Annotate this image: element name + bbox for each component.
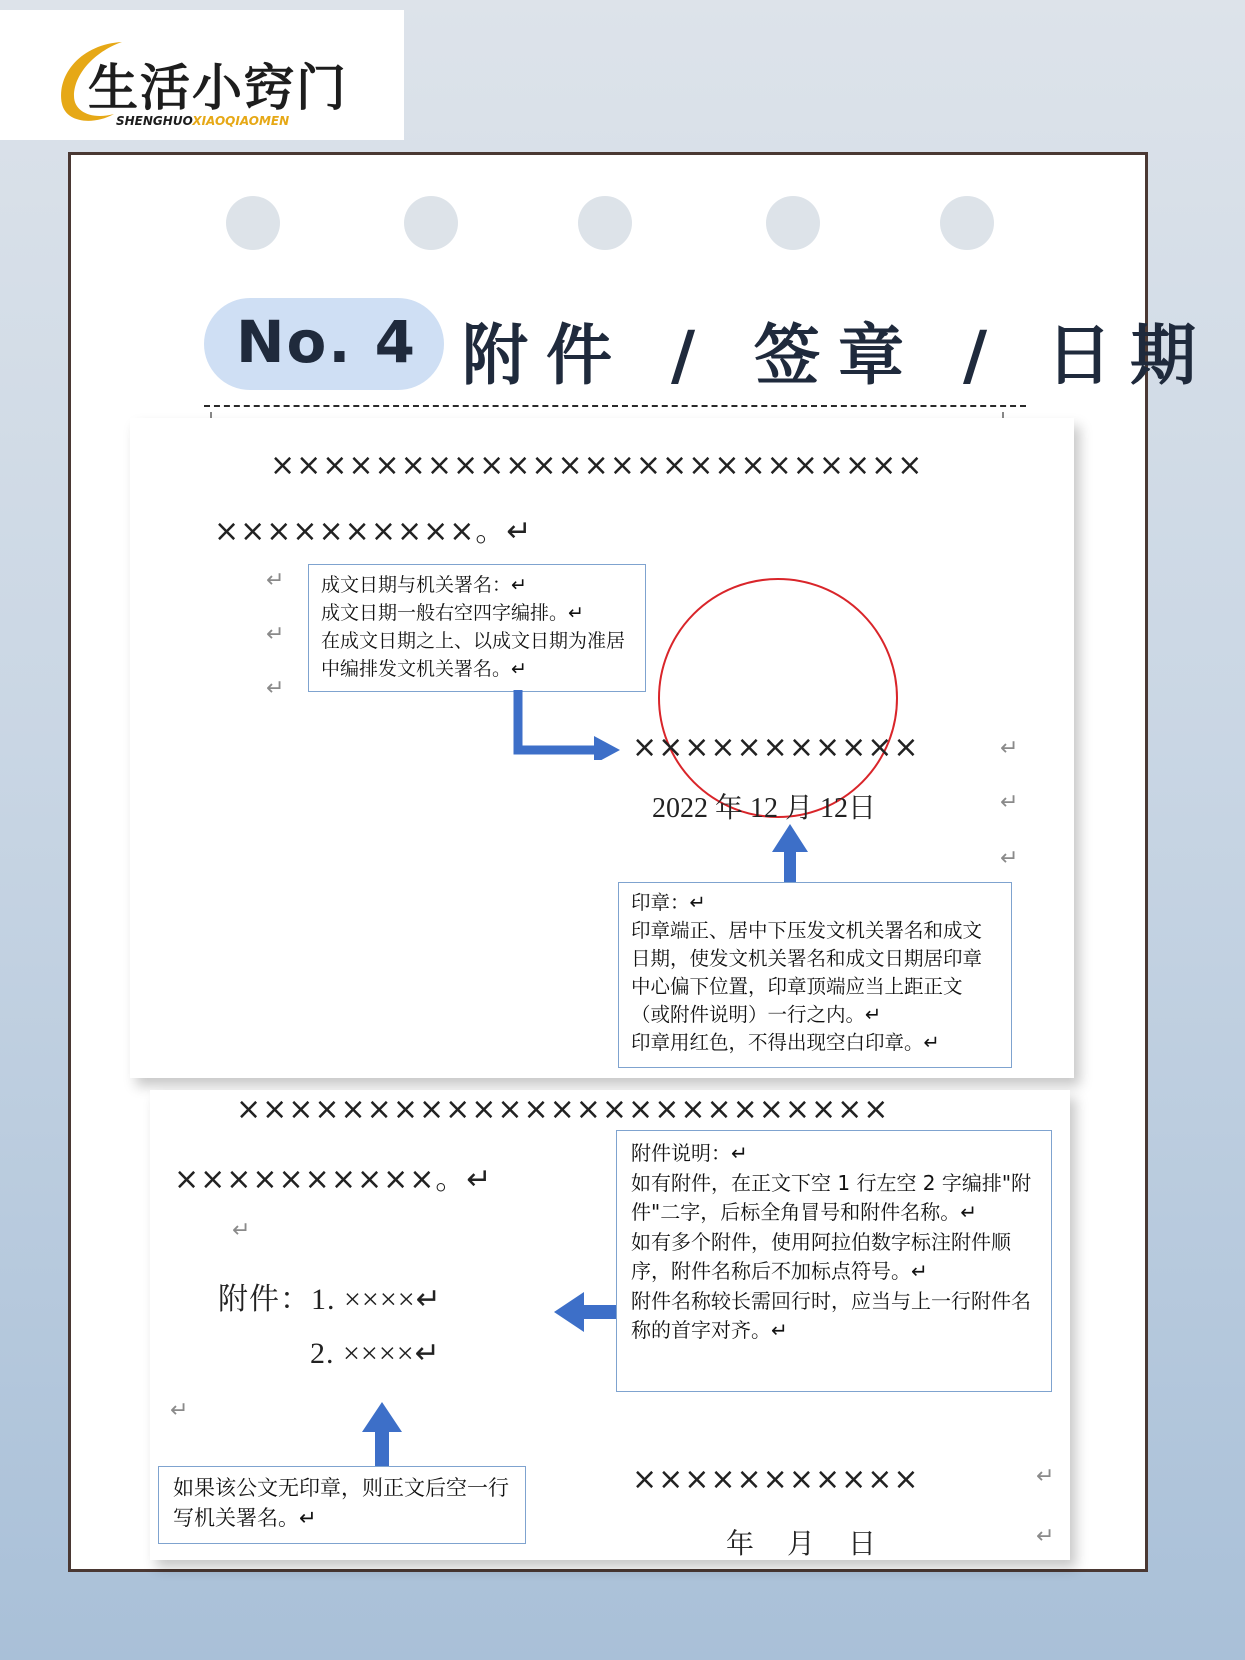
logo-text: 生活小窍门 <box>88 58 348 117</box>
date-placeholder: 年 月 日 <box>726 1529 878 1560</box>
note-body: 如果该公文无印章，则正文后空一行写机关署名。↵ <box>173 1476 509 1530</box>
logo <box>0 10 404 140</box>
note-title: 印章：↵ <box>631 891 706 914</box>
note-title: 附件说明：↵ <box>631 1141 748 1165</box>
binder-hole <box>766 196 820 250</box>
note-body: 如有附件，在正文下空 1 行左空 2 字编排"附件"二字，后标全角冒号和附件名称。↵ <box>631 1170 1032 1224</box>
return-mark: ↵ <box>266 622 285 647</box>
note-attachment <box>616 1130 1052 1392</box>
attachment-line-2: 2. ××××↵ <box>310 1337 441 1370</box>
note-body: 如有多个附件，使用阿拉伯数字标注附件顺序，附件名称后不加标点符号。↵ <box>631 1229 1011 1283</box>
return-mark: ↵ <box>1000 736 1019 761</box>
seal-circle <box>656 576 900 820</box>
note-body: 印章端正、居中下压发文机关署名和成文日期，使发文机关署名和成文日期居印章中心偏下位置，印章顶端应当上距正文（或附件说明）一行之内。↵ <box>631 919 983 1026</box>
document-date: 2022 年 12 月 12日 <box>652 793 877 824</box>
return-mark: ↵ <box>1000 846 1019 871</box>
binder-hole <box>404 196 458 250</box>
left-arrow-icon <box>554 1292 616 1332</box>
section-number: No. 4 <box>236 308 417 376</box>
dashed-divider <box>204 405 1026 407</box>
attachment-line-1: 附件：1. ××××↵ <box>218 1283 442 1316</box>
body-text-line: ××××××××××。↵ <box>174 1162 493 1197</box>
return-mark: ↵ <box>170 1398 189 1423</box>
note-title: 成文日期与机关署名：↵ <box>321 574 527 596</box>
binder-hole <box>940 196 994 250</box>
body-text-line: ××××××××××××××××××××××××× <box>236 1092 890 1127</box>
page-title: 附件 / 签章 / 日期 <box>462 317 1215 394</box>
signer-name: ××××××××××× <box>632 730 920 765</box>
return-mark: ↵ <box>232 1218 251 1243</box>
return-mark: ↵ <box>1000 790 1019 815</box>
elbow-arrow-icon <box>510 690 630 760</box>
up-arrow-icon <box>362 1402 402 1468</box>
return-mark: ↵ <box>266 568 285 593</box>
note-body: 印章用红色，不得出现空白印章。↵ <box>631 1031 940 1054</box>
body-text-line: ××××××××××××××××××××××××× <box>270 448 924 483</box>
note-seal <box>618 882 1012 1068</box>
body-text-line: ××××××××××。↵ <box>214 514 533 549</box>
binder-hole <box>226 196 280 250</box>
logo-subtitle: SHENGHUOXIAOQIAOMEN <box>116 114 290 128</box>
note-date-signature <box>308 564 646 692</box>
up-arrow-icon <box>772 824 808 884</box>
return-mark: ↵ <box>1036 1464 1055 1489</box>
return-mark: ↵ <box>266 676 285 701</box>
note-body: 附件名称较长需回行时，应当与上一行附件名称的首字对齐。↵ <box>631 1288 1031 1342</box>
note-body: 在成文日期之上、以成文日期为准居中编排发文机关署名。↵ <box>321 630 626 680</box>
note-body: 成文日期一般右空四字编排。↵ <box>321 602 584 624</box>
signer-name: ××××××××××× <box>632 1462 920 1497</box>
binder-hole <box>578 196 632 250</box>
note-no-seal <box>158 1466 526 1544</box>
return-mark: ↵ <box>1036 1524 1055 1549</box>
